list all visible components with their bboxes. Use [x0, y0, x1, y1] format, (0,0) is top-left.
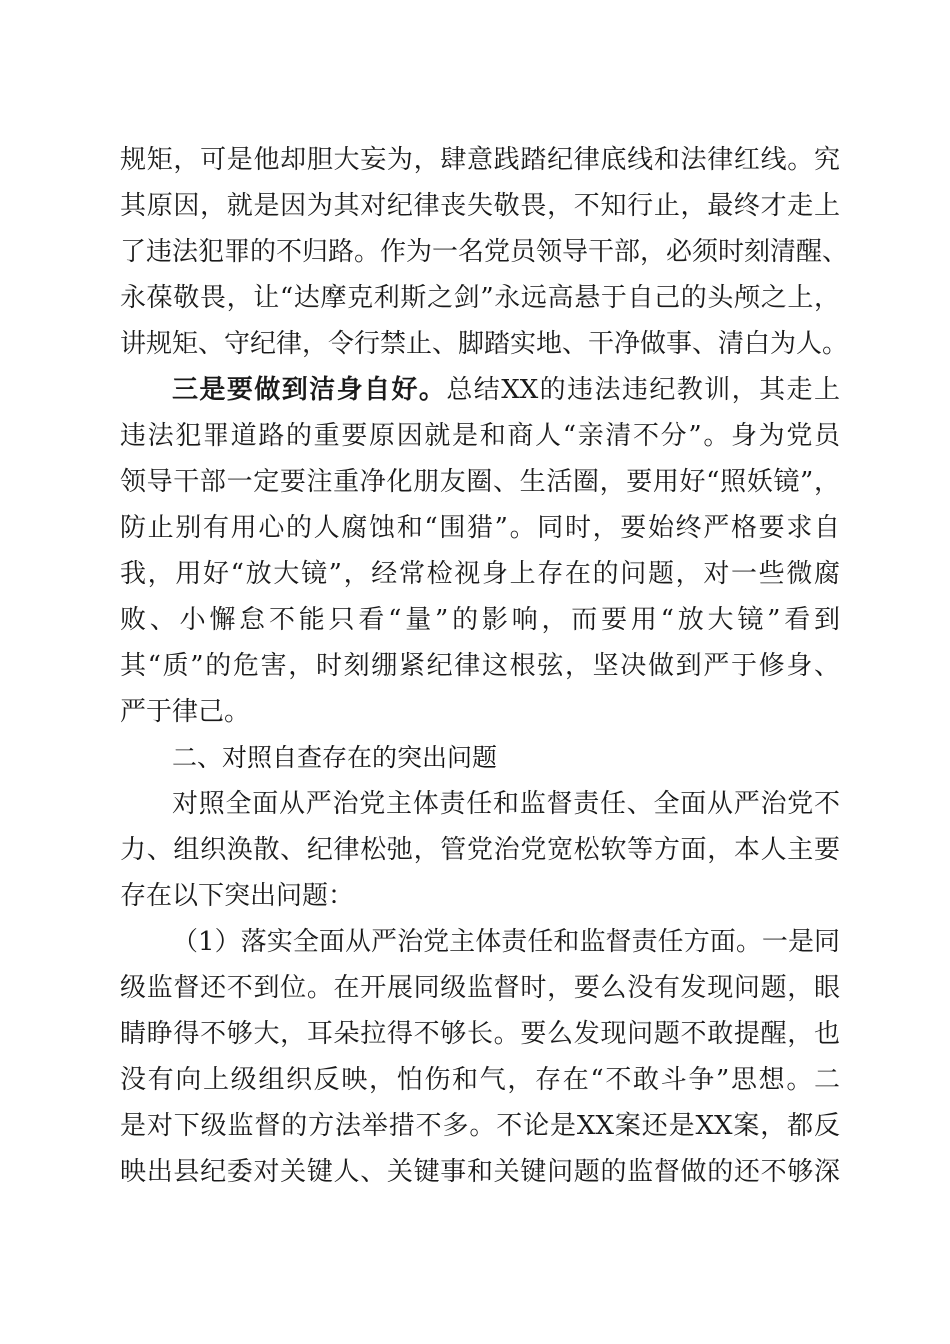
paragraph-line: 存在以下突出问题：: [120, 881, 355, 911]
paragraph-line: 是对下级监督的方法举措不多。不论是XX案还是XX案，都反: [120, 1111, 840, 1141]
paragraph-line: 永葆敬畏，让“达摩克利斯之剑”永远高悬于自己的头颅之上，: [120, 283, 840, 313]
paragraph-line: 讲规矩、守纪律，令行禁止、脚踏实地、干净做事、清白为人。: [120, 329, 849, 359]
paragraph-line: 没有向上级组织反映，怕伤和气，存在“不敢斗争”思想。二: [120, 1065, 840, 1095]
paragraph-line: 了违法犯罪的不归路。作为一名党员领导干部，必须时刻清醒、: [120, 237, 849, 267]
paragraph-first-line: 对照全面从严治党主体责任和监督责任、全面从严治党不: [172, 789, 840, 819]
paragraph-text: 总结XX的违法违纪教训，其走上: [446, 375, 840, 405]
paragraph-first-line: （1）落实全面从严治党主体责任和监督责任方面。一是同: [172, 927, 840, 957]
paragraph-line: 我，用好“放大镜”，经常检视身上存在的问题，对一些微腐: [120, 559, 840, 589]
paragraph-line: 级监督还不到位。在开展同级监督时，要么没有发现问题，眼: [120, 973, 840, 1003]
paragraph-line: 其“质”的危害，时刻绷紧纪律这根弦，坚决做到严于修身、: [120, 651, 840, 681]
section-heading: 二、对照自查存在的突出问题: [172, 743, 498, 772]
paragraph-line: 严于律己。: [120, 697, 251, 727]
paragraph-line: 违法犯罪道路的重要原因就是和商人“亲清不分”。身为党员: [120, 421, 840, 451]
paragraph-line: 力、组织涣散、纪律松弛，管党治党宽松软等方面，本人主要: [120, 835, 840, 865]
paragraph-first-line: [120, 370, 840, 410]
paragraph-line: 防止别有用心的人腐蚀和“围猎”。同时，要始终严格要求自: [120, 513, 840, 543]
paragraph-line: 映出县纪委对关键人、关键事和关键问题的监督做的还不够深: [120, 1157, 840, 1187]
paragraph-line: 睛睁得不够大，耳朵拉得不够长。要么发现问题不敢提醒，也: [120, 1019, 840, 1049]
paragraph-lead: 三是要做到洁身自好。: [172, 375, 447, 405]
paragraph-line: 领导干部一定要注重净化朋友圈、生活圈，要用好“照妖镜”，: [120, 467, 840, 497]
paragraph-line: 败、小懈怠不能只看“量”的影响，而要用“放大镜”看到: [120, 605, 840, 635]
paragraph-line: 其原因，就是因为其对纪律丧失敬畏，不知行止，最终才走上: [120, 191, 840, 221]
paragraph-line: 规矩，可是他却胆大妄为，肆意践踏纪律底线和法律红线。究: [120, 145, 840, 175]
